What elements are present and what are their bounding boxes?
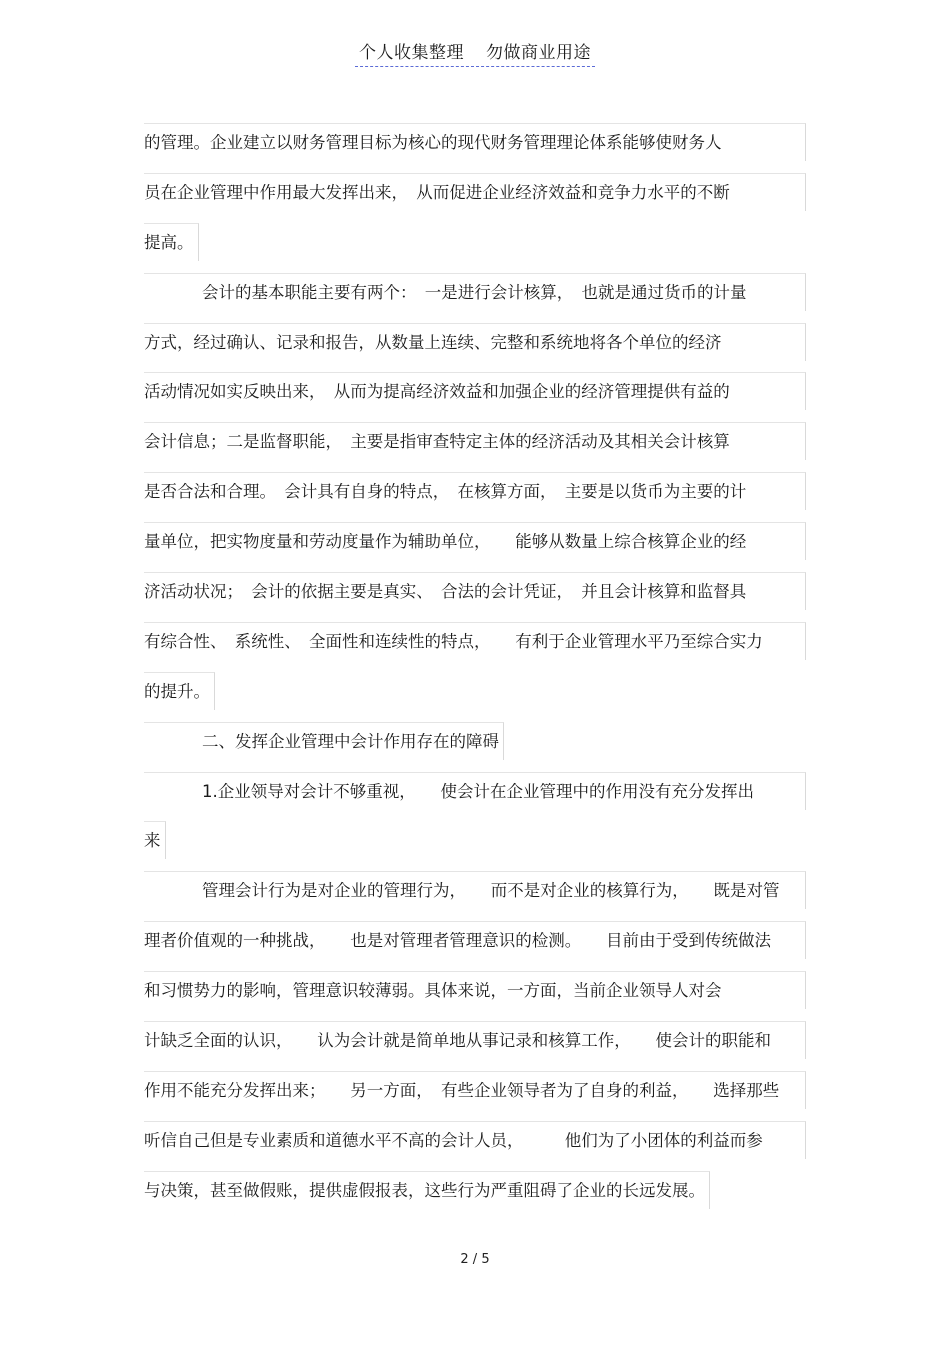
- text-line-content: 提高。: [144, 223, 199, 261]
- subsection-heading-text: 1.企业领导对会计不够重视， 使会计在企业管理中的作用没有充分发挥出: [144, 772, 806, 810]
- text-line: [144, 422, 806, 472]
- page-number: 2 / 5: [460, 1252, 490, 1267]
- header-left-text: 个人收集整理: [359, 43, 464, 63]
- text-line: [144, 522, 806, 572]
- text-line: [144, 372, 806, 422]
- text-line-content: 员在企业管理中作用最大发挥出来， 从而促进企业经济效益和竞争力水平的不断: [144, 173, 806, 211]
- text-line-content: 会计信息；二是监督职能， 主要是指审查特定主体的经济活动及其相关会计核算: [144, 422, 806, 460]
- text-line-content: 方式，经过确认、记录和报告，从数量上连续、完整和系统地将各个单位的经济: [144, 323, 806, 361]
- text-line-content: 管理会计行为是对企业的管理行为， 而不是对企业的核算行为， 既是对管: [144, 871, 806, 909]
- text-line: [144, 821, 806, 871]
- text-line-content: 和习惯势力的影响，管理意识较薄弱。具体来说，一方面，当前企业领导人对会: [144, 971, 806, 1009]
- text-line: [144, 223, 806, 273]
- text-line-content: 活动情况如实反映出来， 从而为提高经济效益和加强企业的经济管理提供有益的: [144, 372, 806, 410]
- text-line: [144, 273, 806, 323]
- text-line: [144, 871, 806, 921]
- subsection-heading: [144, 772, 806, 822]
- text-line-content: 计缺乏全面的认识， 认为会计就是简单地从事记录和核算工作， 使会计的职能和: [144, 1021, 806, 1059]
- text-line-content: 理者价值观的一种挑战， 也是对管理者管理意识的检测。 目前由于受到传统做法: [144, 921, 806, 959]
- section-heading: [144, 722, 806, 772]
- text-line: [144, 572, 806, 622]
- text-line: [144, 1171, 806, 1221]
- text-line-content: 有综合性、 系统性、 全面性和连续性的特点， 有利于企业管理水平乃至综合实力: [144, 622, 806, 660]
- text-line-content: 会计的基本职能主要有两个： 一是进行会计核算， 也就是通过货币的计量: [144, 273, 806, 311]
- text-line: [144, 173, 806, 223]
- page-header: [0, 38, 950, 67]
- text-line: [144, 622, 806, 672]
- text-line-content: 作用不能充分发挥出来； 另一方面， 有些企业领导者为了自身的利益， 选择那些: [144, 1071, 806, 1109]
- header-watermark: [355, 38, 595, 67]
- text-line: [144, 1021, 806, 1071]
- text-line: [144, 1071, 806, 1121]
- text-line: [144, 971, 806, 1021]
- text-line-content: 济活动状况； 会计的依据主要是真实、 合法的会计凭证， 并且会计核算和监督具: [144, 572, 806, 610]
- text-line-content: 来: [144, 821, 166, 859]
- text-line-content: 是否合法和合理。 会计具有自身的特点， 在核算方面， 主要是以货币为主要的计: [144, 472, 806, 510]
- text-line: [144, 323, 806, 373]
- text-line: [144, 921, 806, 971]
- section-heading-text: 二、发挥企业管理中会计作用存在的障碍: [144, 722, 504, 760]
- text-line: [144, 123, 806, 173]
- header-right-text: 勿做商业用途: [486, 43, 591, 63]
- text-line-content: 与决策，甚至做假账，提供虚假报表，这些行为严重阻碍了企业的长远发展。: [144, 1171, 710, 1209]
- text-line: [144, 1121, 806, 1171]
- text-line-content: 的提升。: [144, 672, 215, 710]
- text-line: [144, 672, 806, 722]
- document-body: [144, 123, 806, 1221]
- text-line-content: 听信自己但是专业素质和道德水平不高的会计人员， 他们为了小团体的利益而参: [144, 1121, 806, 1159]
- text-line-content: 的管理。企业建立以财务管理目标为核心的现代财务管理理论体系能够使财务人: [144, 123, 806, 161]
- text-line: [144, 472, 806, 522]
- text-line-content: 量单位，把实物度量和劳动度量作为辅助单位， 能够从数量上综合核算企业的经: [144, 522, 806, 560]
